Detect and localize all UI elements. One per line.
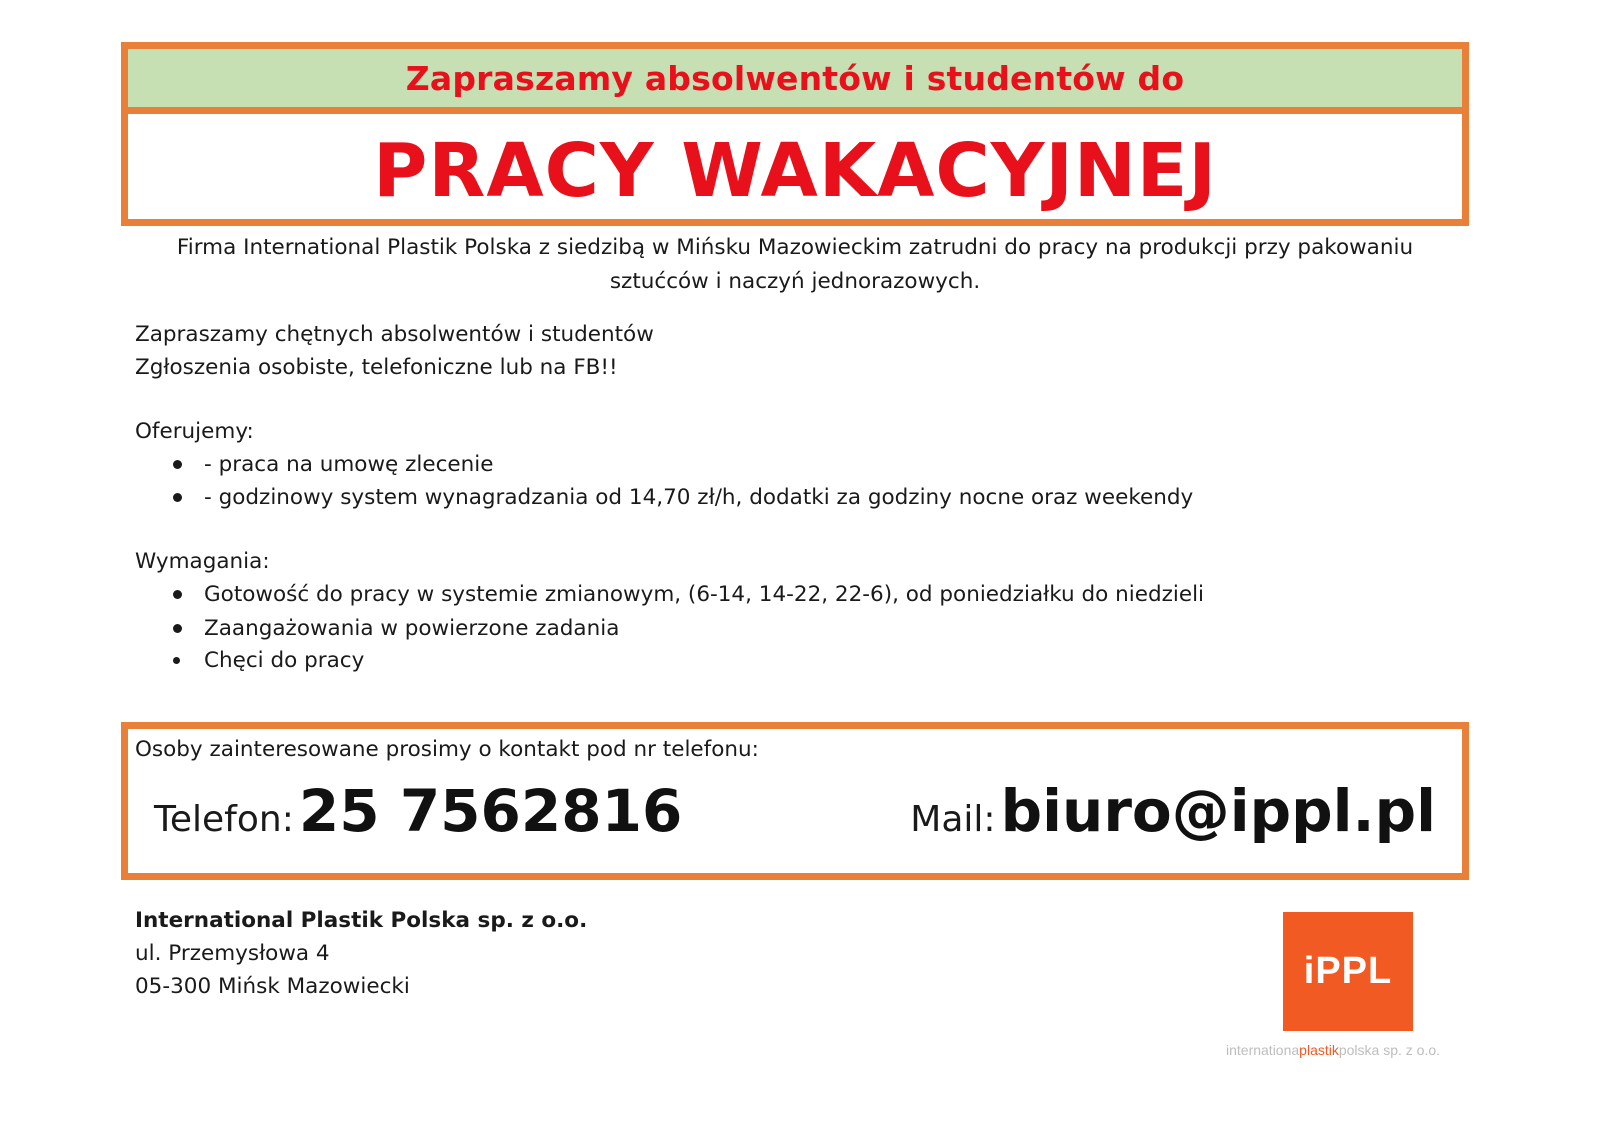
- intro-line-1: Firma International Plastik Polska z siedzibą w Mińsku Mazowieckim zatrudni do pracy na produkcji przy pakowaniu: [176, 235, 1414, 260]
- address-city: 05-300 Mińsk Mazowiecki: [135, 974, 410, 999]
- phone-number[interactable]: 25 7562816: [298, 777, 683, 845]
- intro-paragraph: [121, 231, 1469, 299]
- logo-caption: [1226, 1042, 1440, 1058]
- logo-caption-accent: plastik: [1299, 1042, 1339, 1058]
- header-band: [128, 49, 1462, 114]
- contact-box: [121, 722, 1469, 880]
- bullet-icon: [173, 657, 180, 664]
- logo-caption-start: internationa: [1226, 1042, 1300, 1058]
- bullet-icon: [173, 624, 182, 633]
- mail-block: [910, 777, 1436, 845]
- logo-caption-end: polska sp. z o.o.: [1338, 1042, 1441, 1058]
- requirement-item-text: Chęci do pracy: [204, 648, 365, 673]
- company-name: International Plastik Polska sp. z o.o.: [135, 908, 588, 933]
- header-box: [121, 42, 1469, 226]
- intro-line-2: sztućców i naczyń jednorazowych.: [609, 269, 981, 294]
- bullet-icon: [173, 590, 182, 599]
- bullet-icon: [173, 493, 182, 502]
- contact-note: Osoby zainteresowane prosimy o kontakt pod nr telefonu:: [135, 737, 759, 762]
- mail-address[interactable]: biuro@ippl.pl: [1000, 777, 1436, 845]
- requirement-item-text: Zaangażowania w powierzone zadania: [204, 616, 620, 641]
- phone-block: [154, 777, 682, 845]
- offer-item-text: - praca na umowę zlecenie: [204, 452, 494, 477]
- invite-line-2: Zgłoszenia osobiste, telefoniczne lub na FB!!: [135, 355, 618, 380]
- header-title: PRACY WAKACYJNEJ: [373, 128, 1217, 214]
- logo-mark: iPPL: [1303, 950, 1393, 992]
- requirements-heading: Wymagania:: [135, 549, 270, 574]
- ippl-logo: [1283, 912, 1413, 1031]
- phone-label: Telefon:: [154, 799, 294, 840]
- mail-label: Mail:: [910, 799, 996, 840]
- offer-heading: Oferujemy:: [135, 419, 254, 444]
- offer-item-text: - godzinowy system wynagradzania od 14,70 zł/h, dodatki za godziny nocne oraz weekendy: [204, 485, 1194, 510]
- bullet-icon: [173, 460, 182, 469]
- header-subtitle: Zapraszamy absolwentów i studentów do: [405, 58, 1185, 98]
- address-street: ul. Przemysłowa 4: [135, 941, 330, 966]
- requirement-item-text: Gotowość do pracy w systemie zmianowym, (6-14, 14-22, 22-6), od poniedziałku do niedzieli: [204, 582, 1205, 607]
- invite-line-1: Zapraszamy chętnych absolwentów i studentów: [135, 322, 654, 347]
